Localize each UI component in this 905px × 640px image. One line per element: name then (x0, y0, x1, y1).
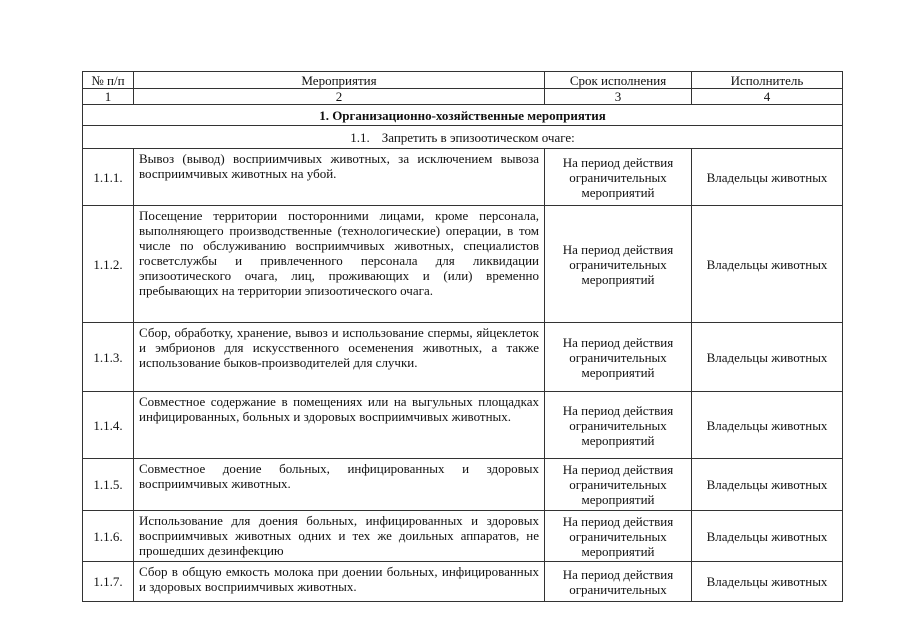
row-number: 1.1.1. (83, 149, 134, 206)
row-number: 1.1.7. (83, 562, 134, 602)
table-row (83, 392, 843, 459)
row-number: 1.1.3. (83, 323, 134, 392)
row-measure: Вывоз (вывод) восприимчивых животных, за исключением вывоза восприимчивых животных на убой. (134, 149, 545, 206)
row-executor: Владельцы животных (692, 206, 843, 323)
row-number: 1.1.2. (83, 206, 134, 323)
row-executor: Владельцы животных (692, 459, 843, 511)
row-term: На период действия ограничительных мероприятий (545, 392, 692, 459)
row-executor: Владельцы животных (692, 392, 843, 459)
header-executor: Исполнитель (692, 72, 843, 89)
measures-table (82, 71, 843, 602)
subsection-cell (83, 126, 843, 149)
row-term: На период действия ограничительных мероприятий (545, 459, 692, 511)
row-measure: Совместное доение больных, инфицированных и здоровых восприимчивых животных. (134, 459, 545, 511)
row-term: На период действия ограничительных мероприятий (545, 206, 692, 323)
table-row (83, 206, 843, 323)
row-number: 1.1.5. (83, 459, 134, 511)
header-number: № п/п (83, 72, 134, 89)
row-executor: Владельцы животных (692, 323, 843, 392)
row-measure: Сбор, обработку, хранение, вывоз и использование спермы, яйцеклеток и эмбрионов для искусственного осеменения животных, а также использование быков-производителей для случки. (134, 323, 545, 392)
table-row (83, 149, 843, 206)
section-row (83, 105, 843, 126)
column-number: 3 (545, 89, 692, 105)
header-term: Срок исполнения (545, 72, 692, 89)
row-measure: Посещение территории посторонними лицами, кроме персонала, выполняющего производственные (технологические) операции, в том числе по обслуживанию восприимчивых животных, специалистов госветслужбы и привлеченного персонала для ликвидации эпизоотического очага, лиц, проживающих и (или) временно пребывающих на территории эпизоотического очага. (134, 206, 545, 323)
subsection-number: 1.1. (350, 129, 370, 145)
subsection-row (83, 126, 843, 149)
table-row (83, 562, 843, 602)
row-executor: Владельцы животных (692, 511, 843, 562)
section-title: 1. Организационно-хозяйственные мероприятия (83, 105, 843, 126)
row-term: На период действия ограничительных мероприятий (545, 149, 692, 206)
table-row (83, 459, 843, 511)
table-row (83, 511, 843, 562)
column-number: 1 (83, 89, 134, 105)
row-measure: Совместное содержание в помещениях или на выгульных площадках инфицированных, больных и здоровых восприимчивых животных. (134, 392, 545, 459)
subsection-text: Запретить в эпизоотическом очаге: (381, 129, 575, 145)
table-header-row (83, 72, 843, 89)
column-number: 2 (134, 89, 545, 105)
row-measure: Сбор в общую емкость молока при доении больных, инфицированных и здоровых восприимчивых животных. (134, 562, 545, 602)
header-measures: Мероприятия (134, 72, 545, 89)
row-executor: Владельцы животных (692, 562, 843, 602)
row-term: На период действия ограничительных (545, 562, 692, 602)
column-numbers-row (83, 89, 843, 105)
row-term: На период действия ограничительных мероприятий (545, 511, 692, 562)
row-term: На период действия ограничительных мероприятий (545, 323, 692, 392)
column-number: 4 (692, 89, 843, 105)
row-number: 1.1.6. (83, 511, 134, 562)
row-executor: Владельцы животных (692, 149, 843, 206)
table-row (83, 323, 843, 392)
row-measure: Использование для доения больных, инфицированных и здоровых восприимчивых животных одних и тех же доильных аппаратов, не прошедших дезинфекцию (134, 511, 545, 562)
row-number: 1.1.4. (83, 392, 134, 459)
